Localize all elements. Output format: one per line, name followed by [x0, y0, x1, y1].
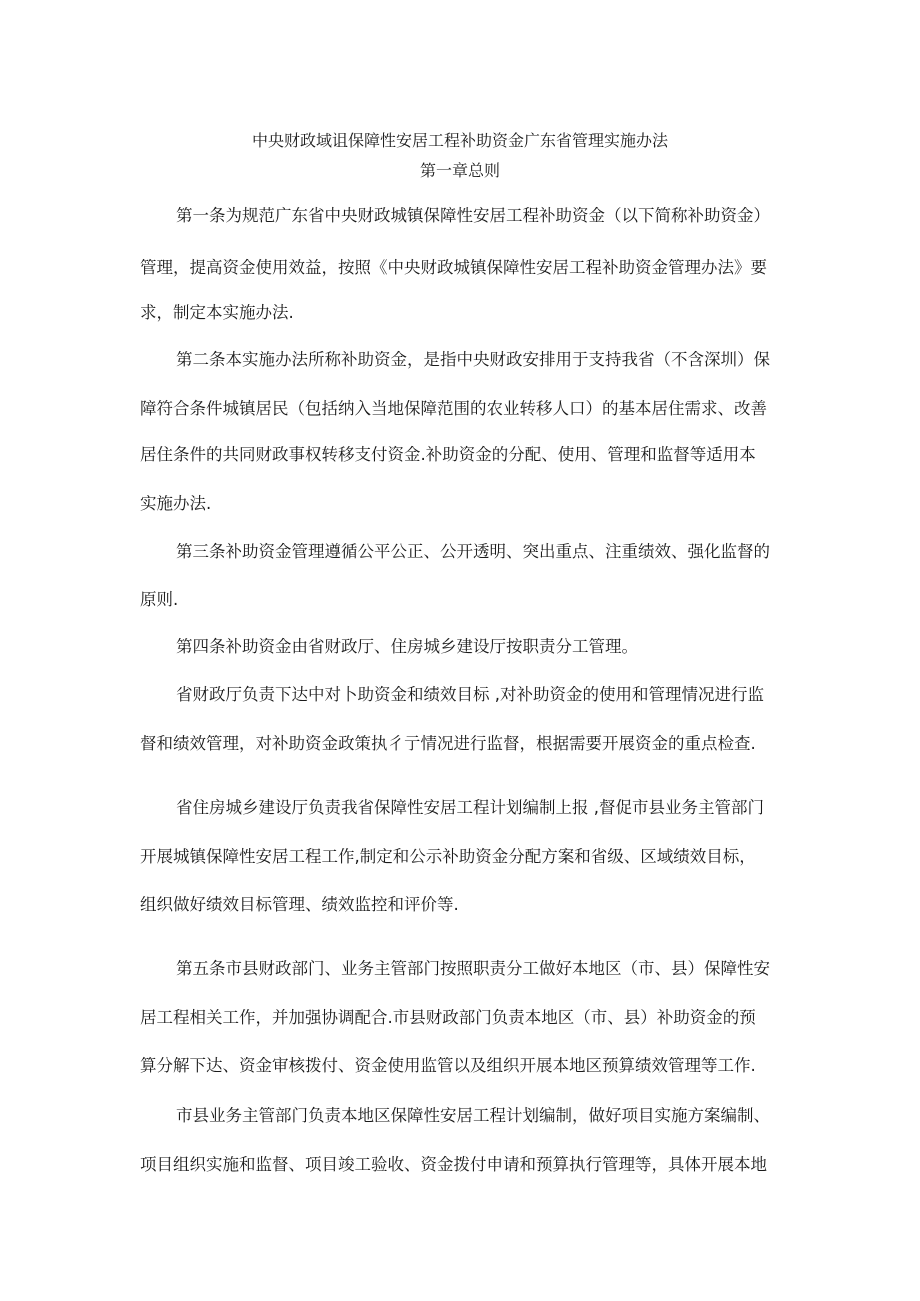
text-line: 省住房城乡建设厅负责我省保障性安居工程计划编制上报 ,督促市县业务主管部门 [176, 798, 764, 817]
text-line: 障符合条件城镇居民（包括纳入当地保障范围的农业转移人口）的基本居住需求、改善 [140, 399, 767, 418]
text-line: 算分解下达、资金审核拨付、资金使用监管以及组织开展本地区预算绩效管理等工作. [140, 1056, 756, 1075]
text-line: 第三条补助资金管理遵循公平公正、公开透明、突出重点、注重绩效、强化监督的 [176, 542, 770, 561]
text-line: 实施办法. [140, 494, 212, 513]
text-line: 第二条本实施办法所称补助资金，是指中央财政安排用于支持我省（不含深圳）保 [176, 350, 770, 369]
text-line: 居工程相关工作，并加强协调配合.市县财政部门负责本地区（市、县）补助资金的预 [140, 1008, 756, 1027]
text-line: 督和绩效管理，对补助资金政策执彳亍情况进行监督，根据需要开展资金的重点检查. [140, 734, 756, 753]
document-title: 中央财政域诅保障性安居工程补助资金广东省管理实施办法 [251, 131, 668, 150]
text-line: 第五条市县财政部门、业务主管部门按照职责分工做好本地区（市、县）保障性安 [176, 959, 770, 978]
text-line: 原则. [140, 590, 179, 609]
text-line: 组织做好绩效目标管理、绩效监控和评价等. [140, 895, 459, 914]
text-line: 管理，提高资金使用效益，按照《中央财政城镇保障性安居工程补助资金管理办法》要 [140, 258, 767, 277]
text-line: 开展城镇保障性安居工程工作,制定和公示补助资金分配方案和省级、区域绩效目标， [140, 847, 756, 866]
text-line: 第一条为规范广东省中央财政城镇保障性安居工程补助资金（以下简称补助资金） [176, 206, 770, 225]
text-line: 项目组织实施和监督、项目竣工验收、资金拨付申请和预算执行管理等，具体开展本地 [140, 1155, 767, 1174]
text-line: 第四条补助资金由省财政厅、住房城乡建设厅按职责分工管理。 [176, 637, 638, 656]
text-line: 市县业务主管部门负责本地区保障性安居工程计划编制，做好项目实施方案编制、 [176, 1106, 770, 1125]
text-line: 求，制定本实施办法. [140, 303, 294, 322]
text-line: 省财政厅负责下达中对卜助资金和绩效目标 ,对补助资金的使用和管理情况进行监 [176, 685, 764, 704]
chapter-heading: 第一章总则 [419, 161, 500, 180]
text-line: 居住条件的共同财政事权转移支付资金.补助资金的分配、使用、管理和监督等适用本 [140, 445, 756, 464]
